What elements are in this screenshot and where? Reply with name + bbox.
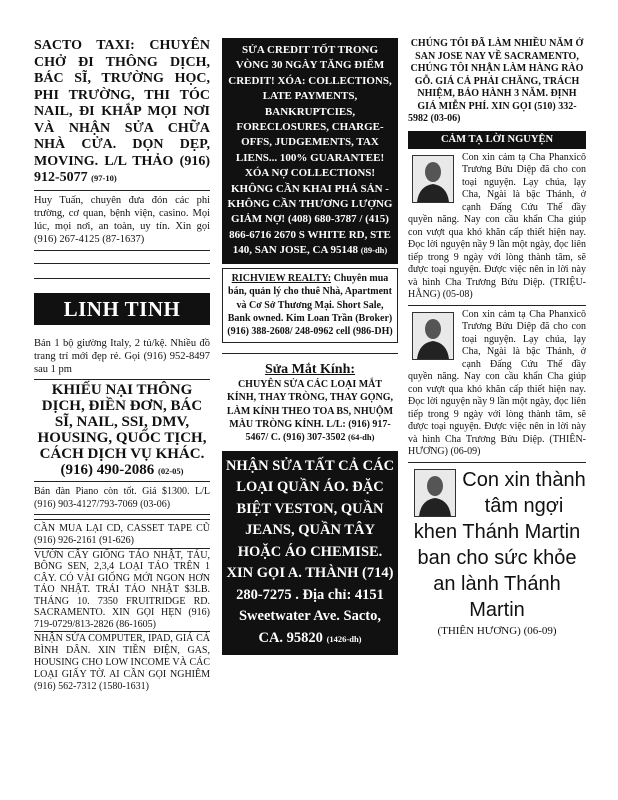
portrait-image [412,312,454,360]
prayer-2: Con xin cảm tạ Cha Phanxicô Trương Bửu Diệp đã cho con toại nguyện. Lạy chúa, lạy Cha, Ngài là bậc Thánh, ở cạnh Đấng Cứu Thế đầy quyền năng. Nay con cầu khẩn Cha giúp con vượt qua khó khăn cấp thiết hiện nay. Đọc lời nguyện nầy 9 lần một ngày, đọc liên tiếp trong 9 ngày với lòng thành tâm, sẽ được toại nguyện. Được việc nên in lời này và hình Cha Trương Bửu Diệp. (THIÊN-HƯƠNG) (06-09) [408,308,587,457]
ad-complaint [34,380,210,482]
column-2 [222,38,398,655]
ad-credit: SỬA CREDIT TỐT TRONG VÒNG 30 NGÀY TĂNG ĐIỂM CREDIT! XÓA: COLLECTIONS, LATE PAYMENTS, BANKRUPTCIES, FORECLOSURES, CHARGE-OFFS, JUDGEMENTS, TAX LIENS... 100% GUARANTEE! XÓA NỢ COLLECTIONS! KHÔNG CẦN KHAI PHÁ SẢN - KHÔNG CẦN THƯƠNG LƯỢNG GIẢM NỢ! (408) 680-3787 / (415) 866-6716 2670 S WHITE RD, STE 140, SAN JOSE, CA 95148 (89-dh) [222,38,398,264]
ad-cd [34,520,210,549]
portrait-image [412,155,454,203]
ad-computer [34,632,210,693]
ad-richview: RICHVIEW REALTY: Chuyên mua bán, quản lý cho thuê Nhà, Apartment và Cơ Sở Thương Mại. Short Sale, Bank owned. Kim Loan Trần (Broker) (916) 388-2608/ 248-0962 cell (986-DH) [222,268,398,343]
ad-text: CHUYÊN SỬA CÁC LOẠI MẮT KÍNH, THAY TRÒNG, THAY GỌNG, LÀM KÍNH THEO TOA BS, NHUỘM MÀU TRÒNG KÍNH. L/L: (916) 917-5467/ C. (916) 307-3502 (64-dh) [226,378,394,444]
section-header: CẢM TẠ LỜI NGUYỆN [408,131,586,149]
ad-text: NHẬN SỬA COMPUTER, IPAD, GIÁ CẢ BÌNH DÂN. XIN TIỀN ĐIỆN, GAS, HOUSING CHO LOW INCOME VÀ CÁC LOẠI GIẤY TỜ. AI CẦN GỌI NGHIÊM (916) 562-7312 (1580-1631) [34,633,210,692]
ad-garden [34,549,210,633]
ad-bed [34,325,210,380]
ad-text: CHÚNG TÔI ĐÃ LÀM NHIỀU NĂM Ở SAN JOSE NAY VỀ SACRAMENTO, CHÚNG TÔI NHẬN LÀM HÀNG RÀO GỖ. GIÁ CẢ PHẢI CHĂNG, TRÁCH NHIỆM, BẢO HÀNH 3 NĂM. ĐỊNH GIÁ MIỄN PHÍ. XIN GỌI (510) 332-5982 (03-06) [408,38,584,124]
ad-text: CẦN MUA LẠI CD, CASSET TAPE CŨ (916) 926-2161 (91-626) [34,522,210,546]
ad-fence [408,38,586,128]
ad-sacto-taxi [34,38,210,191]
divider [222,353,398,354]
ad-text: Huy Tuấn, chuyên đưa đón các phi trường, cơ quan, bệnh viện, casino. Mọi lúc, mọi nơi, an toàn, uy tín. Xin gọi (916) 267-4125 (87-1637) [34,194,210,245]
column-1 [34,38,210,693]
ad-clothes: NHẬN SỬA TẤT CẢ CÁC LOẠI QUẦN ÁO. ĐẶC BIỆT VESTON, QUẦN JEANS, QUẦN TÂY HOẶC ÁO CHEMISE. XIN GỌI A. THÀNH (714) 280-7275 . Địa chỉ: 4151 Sweetwater Ave. Sacto, CA. 95820 (1426-dh) [222,451,398,656]
divider [34,278,210,279]
ad-huy-tuan [34,191,210,251]
ad-text: KHIẾU NẠI THÔNG DỊCH, ĐIỀN ĐƠN, BÁC SĨ, NAIL, SSI, DMV, HOUSING, QUỐC TỊCH, CÁCH DỊCH VỤ KHÁC. (916) 490-2086 (02-05) [37,381,207,478]
ad-text: SACTO TAXI: CHUYÊN CHỞ ĐI THÔNG DỊCH, BÁC SĨ, TRƯỜNG HỌC, PHI TRƯỜNG, THI TÓC NAIL, ĐI KHẮP MỌI NƠI VÀ NHẬN SỬA CHỮA NHÀ CỬA. DỌN DẸP, MOVING. L/L THẢO (916) 912-5077 (97-10) [34,38,210,185]
divider [408,305,586,306]
ad-text: Con xin thành tâm ngợi khen Thánh Martin ban cho sức khỏe an lành Thánh Martin [413,468,586,621]
divider [408,462,586,463]
portrait-image [414,469,456,517]
ad-martin [408,467,586,637]
column-3 [408,38,586,637]
section-title: LINH TINH [34,293,210,325]
ad-piano [34,482,210,515]
ad-text: Bán đàn Piano còn tốt. Giá $1300. L/L (916) 903-4127/793-7069 (03-06) [34,485,210,510]
prayer-1: Con xin cảm tạ Cha Phanxicô Trương Bửu Diệp đã cho con toại nguyện. Lạy chúa, lạy Cha, Ngài là bậc Thánh, ở cạnh Đấng Cứu Thế đầy quyền năng. Nay con cầu khẩn Cha giúp con vượt qua khó khăn cấp thiết hiện nay. Đọc lời nguyện nầy 9 lần một ngày, đọc liên tiếp trong 9 ngày với lòng thành tâm, sẽ được toại nguyện. Được việc nên in lời này và hình Cha Trương Bửu Diệp. (TRIỆU-HẰNG) (05-08) [408,151,587,300]
ad-signature: (THIÊN HƯƠNG) (06-09) [437,624,557,637]
ad-text: Bán 1 bộ giường Italy, 2 tủ/kệ. Nhiều đồ trang trí mới đẹp rẻ. Gọi (916) 952-8497 sau 1 pm [34,337,210,375]
divider [34,263,210,264]
ad-glasses: Sửa Mắt Kính: CHUYÊN SỬA CÁC LOẠI MẮT KÍNH, THAY TRÒNG, THAY GỌNG, LÀM KÍNH THEO TOA BS, NHUỘM MÀU TRÒNG KÍNH. L/L: (916) 917-5467/ C. (916) 307-3502 (64-dh) [222,362,398,445]
ad-text: VƯỜN CÂY GIỐNG TÁO NHẬT, TÁU, BÔNG SEN, 2,3,4 LOẠI TÁO TRÊN 1 CÂY. CÓ VÀI GIỐNG MỚI NGON HƠN TÁO NHẬT. TRÁI TÁO NHẬT $3LB. THÁNG 10. 7350 FRUITRIDGE RD. SACRAMENTO. XIN GỌI HẸN (916) 719-0729/813-2826 (86-1605) [34,549,210,630]
